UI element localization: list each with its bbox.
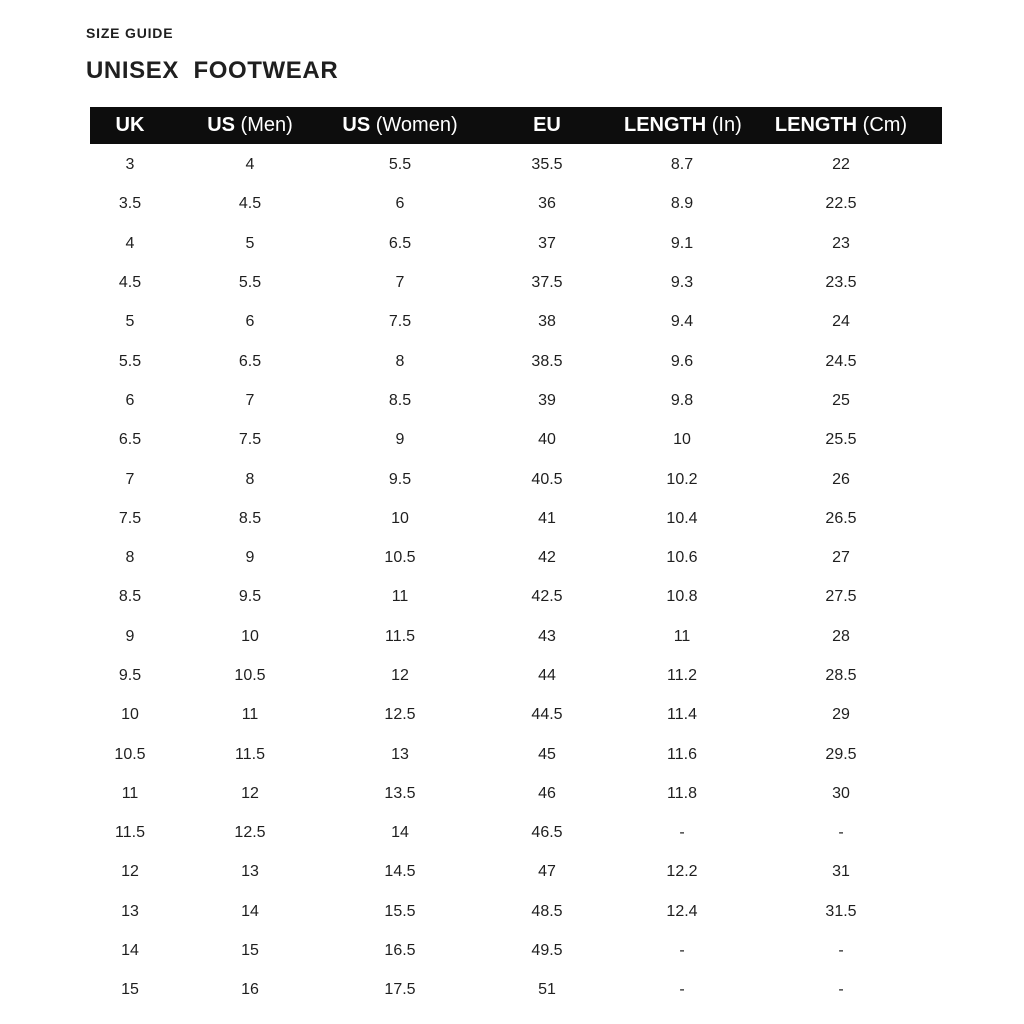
table-cell: 10: [241, 627, 259, 645]
table-cell: 40: [538, 431, 556, 449]
column-header-length-in: [624, 107, 740, 144]
table-cell: 11: [121, 784, 139, 802]
table-cell: 8.5: [118, 588, 142, 606]
table-cell: 31: [832, 863, 850, 881]
table-cell: 8.5: [238, 509, 262, 527]
table-row: [90, 930, 942, 969]
table-cell: 10.4: [666, 509, 698, 527]
table-cell: -: [838, 824, 844, 842]
table-cell: 41: [538, 509, 556, 527]
table-cell: 9: [125, 627, 135, 645]
table-cell: 22.5: [825, 195, 857, 213]
table-cell: 4: [125, 234, 135, 252]
column-header-label: US: [207, 114, 235, 136]
column-header-suffix: (Women): [370, 114, 458, 136]
table-row: [90, 301, 942, 340]
table-cell: 35.5: [531, 156, 563, 174]
table-cell: 7.5: [388, 313, 412, 331]
table-cell: 47: [538, 863, 556, 881]
table-cell: 10.2: [666, 470, 698, 488]
table-cell: 11.5: [385, 627, 415, 645]
table-cell: 14.5: [384, 863, 416, 881]
table-cell: 12.5: [234, 824, 266, 842]
table-cell: 14: [391, 824, 409, 842]
table-cell: 3: [125, 156, 135, 174]
table-cell: 10: [121, 706, 139, 724]
table-cell: 42.5: [531, 588, 563, 606]
size-table-body: [90, 144, 942, 1009]
table-row: [90, 655, 942, 694]
table-cell: 12: [121, 863, 139, 881]
table-cell: 11.4: [667, 706, 697, 724]
table-row: [90, 458, 942, 497]
column-header-us-men: [170, 107, 330, 144]
table-cell: 9.5: [388, 470, 412, 488]
table-cell: 10.5: [114, 745, 146, 763]
table-cell: 12.4: [666, 902, 698, 920]
column-header-eu: [470, 107, 624, 144]
table-cell: 24.5: [825, 352, 857, 370]
table-cell: 11.8: [667, 784, 697, 802]
table-header-row: [90, 107, 942, 144]
page-title: UNISEX FOOTWEAR: [86, 57, 339, 84]
table-cell: -: [838, 981, 844, 999]
table-cell: 13: [391, 745, 409, 763]
table-cell: 11.5: [235, 745, 265, 763]
table-cell: 37: [538, 234, 556, 252]
table-row: [90, 891, 942, 930]
table-cell: 15: [121, 981, 139, 999]
table-cell: 6.5: [238, 352, 262, 370]
table-cell: 29.5: [825, 745, 857, 763]
table-cell: 9.1: [670, 234, 694, 252]
table-row: [90, 694, 942, 733]
table-cell: 14: [241, 902, 259, 920]
table-cell: 36: [538, 195, 556, 213]
table-cell: 6: [395, 195, 405, 213]
table-cell: -: [679, 981, 685, 999]
table-row: [90, 851, 942, 890]
table-cell: 8: [245, 470, 255, 488]
table-cell: 7: [125, 470, 135, 488]
table-cell: 37.5: [531, 274, 563, 292]
table-cell: 8.9: [670, 195, 694, 213]
table-cell: 11: [673, 627, 691, 645]
table-cell: 12: [391, 667, 409, 684]
table-cell: 4.5: [118, 274, 142, 292]
table-cell: -: [679, 942, 685, 960]
table-cell: 46.5: [531, 824, 563, 842]
table-cell: 11.5: [115, 824, 145, 842]
table-cell: 11: [391, 588, 409, 606]
table-cell: 6: [245, 313, 255, 331]
table-cell: 5: [245, 234, 255, 252]
table-cell: 27.5: [825, 588, 857, 606]
column-header-label: EU: [533, 114, 561, 136]
table-cell: 28.5: [825, 667, 857, 684]
table-cell: 10.6: [666, 549, 698, 567]
table-cell: 44.5: [531, 706, 563, 724]
table-cell: 8.5: [388, 391, 412, 409]
column-header-label: LENGTH: [774, 114, 858, 136]
table-cell: 12.2: [666, 863, 698, 881]
table-cell: 9.8: [670, 391, 694, 409]
table-cell: 30: [832, 784, 850, 802]
table-row: [90, 340, 942, 379]
table-cell: 7.5: [238, 431, 262, 449]
table-cell: 27: [832, 549, 850, 567]
column-header-label: US: [342, 114, 371, 136]
table-cell: 44: [538, 667, 556, 684]
table-cell: 48.5: [531, 902, 563, 920]
table-cell: 7: [395, 274, 405, 292]
table-header: [90, 107, 942, 144]
table-cell: 23.5: [825, 274, 857, 292]
table-cell: 38.5: [531, 352, 563, 370]
table-row: [90, 183, 942, 222]
table-cell: 7.5: [118, 509, 142, 527]
table-cell: 45: [538, 745, 556, 763]
table-cell: 13: [241, 863, 259, 881]
table-cell: 6.5: [118, 431, 142, 449]
table-cell: 10: [673, 431, 691, 449]
table-cell: 13: [121, 902, 139, 920]
table-cell: 22: [832, 156, 850, 174]
table-cell: 14: [121, 942, 139, 960]
column-header-label: LENGTH: [624, 114, 707, 136]
table-cell: 4.5: [238, 195, 262, 213]
column-header-suffix: (Cm): [857, 114, 908, 136]
table-row: [90, 969, 942, 1008]
column-header-label: UK: [115, 114, 145, 136]
table-cell: 17.5: [384, 981, 416, 999]
table-cell: 9.5: [238, 588, 262, 606]
table-cell: 13.5: [384, 784, 416, 802]
table-cell: 8: [125, 549, 135, 567]
table-cell: 10.8: [666, 588, 698, 606]
table-cell: 11: [241, 706, 259, 724]
table-row: [90, 262, 942, 301]
table-row: [90, 380, 942, 419]
table-cell: 12: [241, 784, 259, 802]
table-cell: 38: [538, 313, 556, 331]
column-header-suffix: (Men): [235, 114, 293, 136]
table-cell: 9.4: [670, 313, 694, 331]
table-cell: 16.5: [384, 942, 416, 960]
size-guide-label: SIZE GUIDE: [86, 25, 174, 41]
table-cell: 9.5: [118, 667, 142, 684]
table-cell: 28: [832, 627, 850, 645]
table-cell: 26.5: [825, 509, 857, 527]
table-cell: 39: [538, 391, 556, 409]
table-cell: 25: [832, 391, 850, 409]
table-cell: 3.5: [118, 195, 142, 213]
table-cell: 9: [245, 549, 255, 567]
table-cell: 49.5: [531, 942, 563, 960]
table-cell: 42: [538, 549, 556, 567]
table-cell: 31.5: [825, 902, 857, 920]
table-cell: 5.5: [238, 274, 262, 292]
table-cell: 12.5: [384, 706, 416, 724]
table-cell: 10: [391, 509, 409, 527]
column-header-uk: [90, 107, 170, 144]
table-cell: 24: [832, 313, 850, 331]
table-cell: 6: [125, 391, 135, 409]
table-row: [90, 733, 942, 772]
table-row: [90, 144, 942, 183]
table-cell: 10.5: [384, 549, 416, 567]
table-cell: 51: [538, 981, 556, 999]
table-cell: 10.5: [234, 667, 266, 684]
table-row: [90, 576, 942, 615]
table-cell: -: [838, 942, 844, 960]
table-cell: 9.3: [670, 274, 694, 292]
table-row: [90, 419, 942, 458]
table-cell: -: [679, 824, 685, 842]
table-cell: 5.5: [388, 156, 412, 174]
table-row: [90, 498, 942, 537]
table-cell: 5.5: [118, 352, 142, 370]
table-cell: 15.5: [384, 902, 416, 920]
table-row: [90, 812, 942, 851]
table-cell: 4: [245, 156, 255, 174]
table-cell: 25.5: [825, 431, 857, 449]
table-cell: 46: [538, 784, 556, 802]
table-cell: 5: [125, 313, 135, 331]
column-header-length-cm: [740, 107, 942, 144]
table-row: [90, 537, 942, 576]
table-cell: 40.5: [531, 470, 563, 488]
table-cell: 8: [395, 352, 405, 370]
table-cell: 15: [241, 942, 259, 960]
table-row: [90, 223, 942, 262]
table-cell: 23: [832, 234, 850, 252]
table-cell: 43: [538, 627, 556, 645]
table-row: [90, 773, 942, 812]
table-cell: 9: [395, 431, 405, 449]
table-cell: 8.7: [670, 156, 694, 174]
table-cell: 29: [832, 706, 850, 724]
table-cell: 7: [245, 391, 255, 409]
table-row: [90, 616, 942, 655]
column-header-us-women: [330, 107, 470, 144]
table-cell: 11.6: [667, 745, 697, 763]
column-header-suffix: (In): [706, 114, 742, 136]
table-cell: 9.6: [670, 352, 694, 370]
table-cell: 6.5: [388, 234, 412, 252]
table-cell: 11.2: [667, 667, 697, 684]
size-chart-table: [90, 107, 942, 1009]
table-cell: 26: [832, 470, 850, 488]
table-cell: 16: [241, 981, 259, 999]
